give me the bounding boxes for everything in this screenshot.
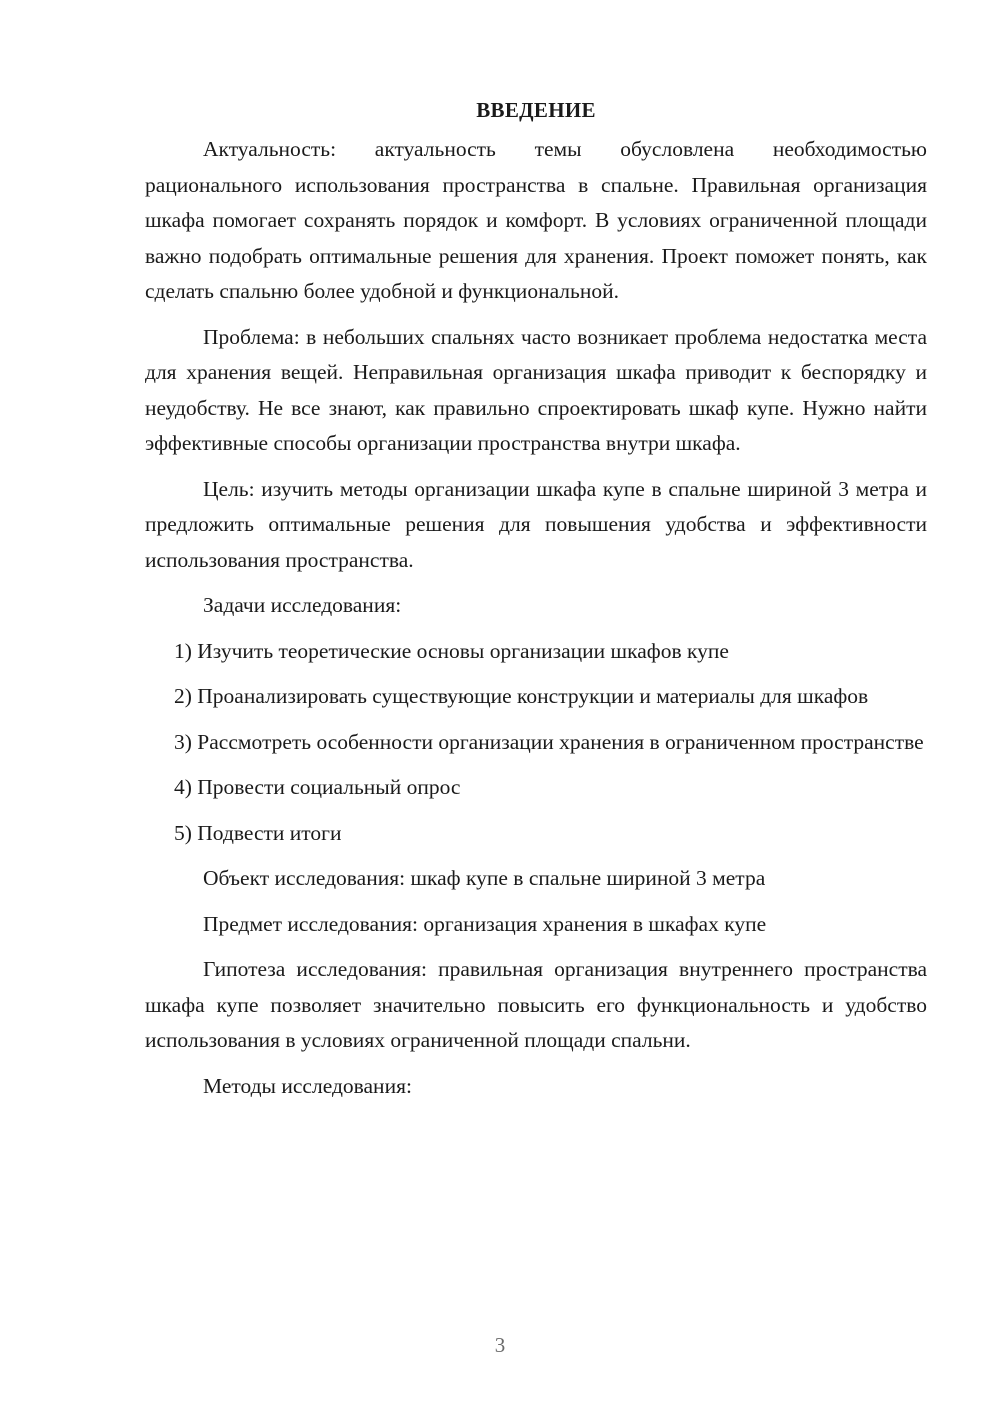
task-item-1: 1) Изучить теоретические основы организации шкафов купе bbox=[174, 638, 729, 663]
methods-heading: Методы исследования: bbox=[203, 1073, 412, 1098]
paragraph-relevance: Актуальность: актуальность темы обусловлена необходимостью рационального использования пространства в спальне. Правильная организация шкафа помогает сохранять порядок и комфорт. В условиях ограниченной площади важно подобрать оптимальные решения для хранения. Проект поможет понять, как сделать спальню более удобной и функциональной. bbox=[145, 137, 927, 303]
page-number: 3 bbox=[494, 1333, 506, 1357]
paragraph-object: Объект исследования: шкаф купе в спальне шириной 3 метра bbox=[203, 866, 766, 890]
tasks-heading: Задачи исследования: bbox=[203, 593, 402, 617]
task-item-4: 4) Провести социальный опрос bbox=[174, 775, 461, 799]
task-item-5: 5) Подвести итоги bbox=[174, 820, 342, 845]
task-item-3: 3) Рассмотреть особенности организации хранения в ограниченном пространстве bbox=[174, 729, 924, 754]
page-title: ВВЕДЕНИЕ bbox=[476, 98, 596, 122]
task-item-2: 2) Проанализировать существующие конструкции и материалы для шкафов bbox=[174, 684, 869, 708]
paragraph-goal: Цель: изучить методы организации шкафа купе в спальне шириной 3 метра и предложить оптимальные решения для повышения удобства и эффективности использования пространства. bbox=[145, 476, 927, 572]
document-page bbox=[145, 95, 927, 1104]
paragraph-problem: Проблема: в небольших спальнях часто возникает проблема недостатка места для хранения вещей. Неправильная организация шкафа приводит к беспорядку и неудобству. Не все знают, как правильно спроектировать шкаф купе. Нужно найти эффективные способы организации пространства внутри шкафа. bbox=[145, 324, 927, 455]
paragraph-hypothesis: Гипотеза исследования: правильная организация внутреннего пространства шкафа купе позволяет значительно повысить его функциональность и удобство использования в условиях ограниченной площади спальни. bbox=[145, 957, 927, 1052]
paragraph-subject: Предмет исследования: организация хранения в шкафах купе bbox=[203, 911, 767, 936]
